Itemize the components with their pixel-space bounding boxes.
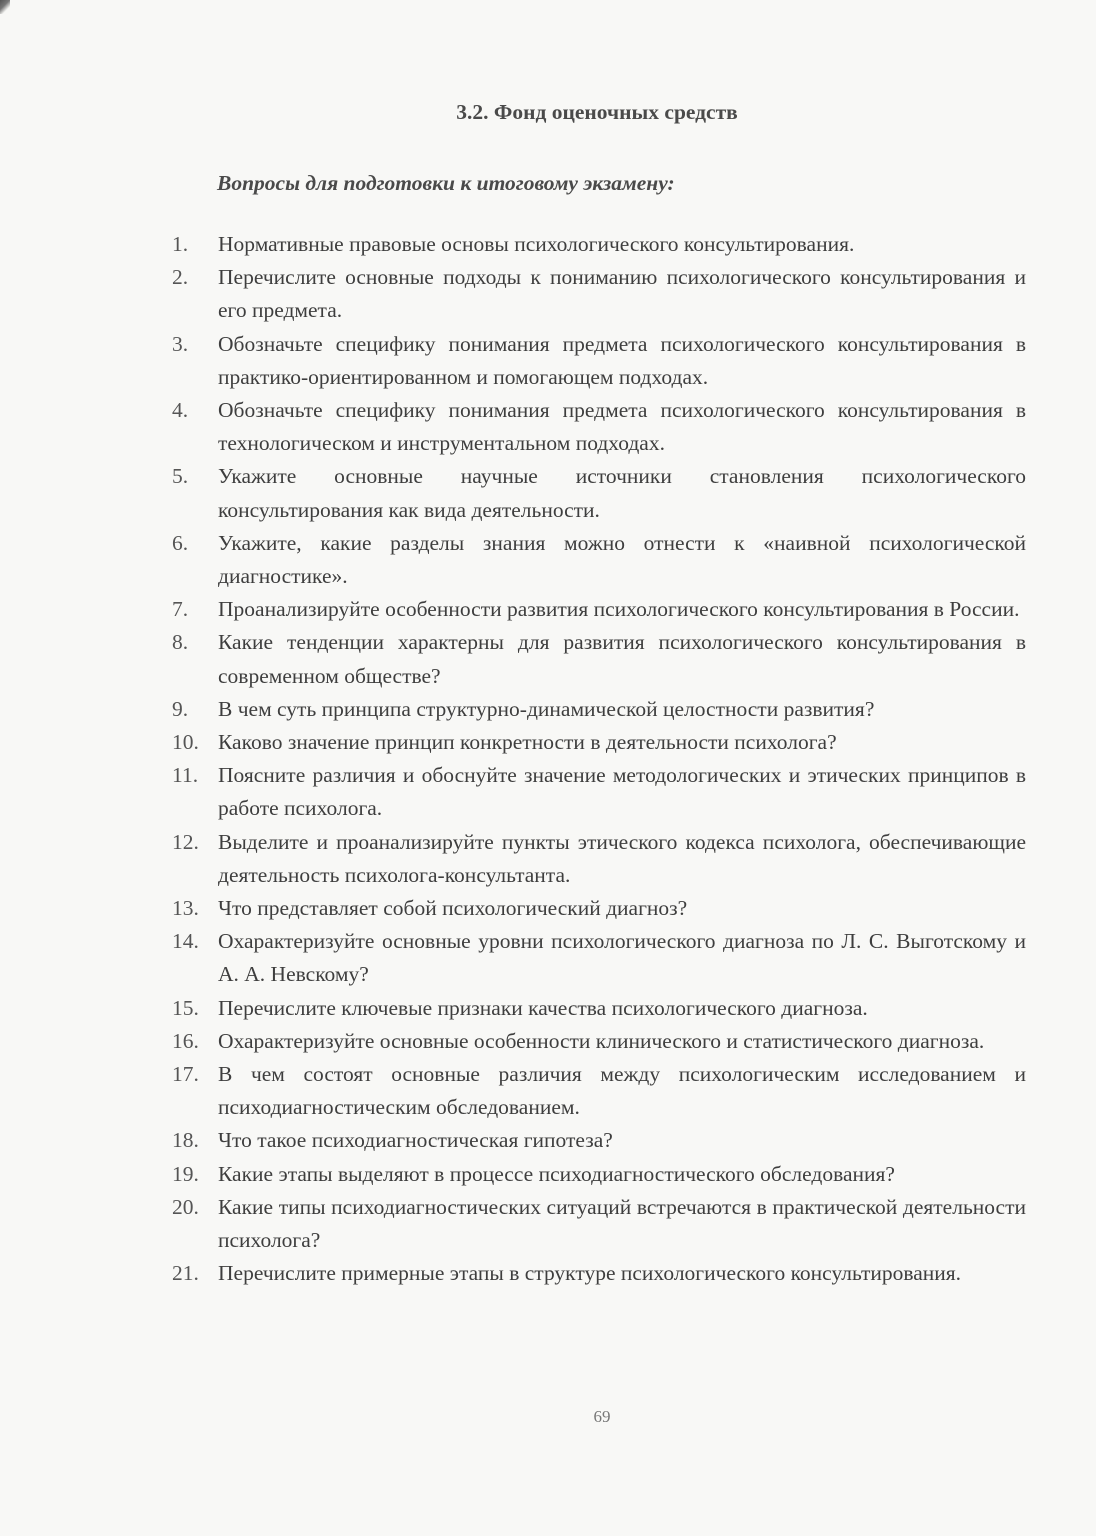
questions-list — [172, 228, 1026, 1291]
question-text: Перечислите примерные этапы в структуре психологического консультирования. — [218, 1261, 962, 1286]
question-number: 17. — [172, 1062, 199, 1087]
page-number: 69 — [593, 1407, 611, 1426]
question-item — [172, 992, 1026, 1025]
question-number: 13. — [172, 896, 199, 921]
question-item — [172, 1124, 1026, 1157]
question-item — [172, 826, 1026, 892]
question-text: Какие тенденции характерны для развития психологического консультирования в современном обществе? — [218, 630, 1026, 688]
question-item — [172, 228, 1026, 261]
question-number: 4. — [172, 398, 189, 423]
question-number: 21. — [172, 1261, 199, 1286]
question-text: Проанализируйте особенности развития психологического консультирования в России. — [218, 597, 1020, 622]
question-text: Укажите основные научные источники становления психологического консультирования как вида деятельности. — [218, 464, 1026, 522]
question-text: Что представляет собой психологический диагноз? — [218, 896, 688, 921]
question-item — [172, 460, 1026, 526]
question-number: 12. — [172, 829, 199, 854]
question-item — [172, 626, 1026, 692]
question-number: 10. — [172, 730, 199, 755]
question-text: Каково значение принцип конкретности в деятельности психолога? — [218, 730, 837, 755]
question-item — [172, 328, 1026, 394]
question-text: Перечислите ключевые признаки качества психологического диагноза. — [218, 995, 868, 1020]
question-number: 8. — [172, 630, 189, 655]
question-text: Какие типы психодиагностических ситуаций встречаются в практической деятельности психолога? — [218, 1194, 1026, 1253]
question-item — [172, 726, 1026, 759]
question-text: Нормативные правовые основы психологического консультирования. — [218, 232, 855, 256]
question-number: 5. — [172, 464, 189, 489]
question-item — [172, 1191, 1026, 1257]
question-number: 3. — [172, 331, 189, 356]
question-number: 1. — [172, 232, 189, 256]
scan-corner-mark — [0, 0, 10, 14]
question-number: 11. — [172, 763, 199, 788]
question-item — [172, 693, 1026, 726]
question-number: 16. — [172, 1028, 199, 1053]
question-text: Что такое психодиагностическая гипотеза? — [218, 1128, 613, 1153]
question-number: 6. — [172, 530, 189, 555]
question-number: 9. — [172, 696, 189, 721]
question-text: Поясните различия и обоснуйте значение методологических и этических принципов в работе психолога. — [218, 763, 1026, 821]
question-number: 15. — [172, 995, 199, 1020]
question-item — [172, 892, 1026, 925]
question-text: В чем состоят основные различия между психологическим исследованием и психодиагностическим обследованием. — [218, 1062, 1026, 1120]
question-item — [172, 925, 1026, 991]
question-number: 7. — [172, 597, 189, 622]
question-item — [172, 1158, 1026, 1191]
question-text: В чем суть принципа структурно-динамической целостности развития? — [218, 696, 875, 721]
question-number: 18. — [172, 1128, 199, 1153]
question-text: Охарактеризуйте основные уровни психологического диагноза по Л. С. Выготскому и А. А. Невскому? — [218, 929, 1026, 987]
question-text: Обозначьте специфику понимания предмета психологического консультирования в практико-ориентированном и помогающем подходах. — [218, 331, 1026, 389]
question-text: Укажите, какие разделы знания можно отнести к «наивной психологической диагностике». — [218, 530, 1026, 589]
exam-questions-subtitle: Вопросы для подготовки к итоговому экзамену: — [217, 171, 675, 195]
question-text: Выделите и проанализируйте пункты этического кодекса психолога, обеспечивающие деятельность психолога-консультанта. — [218, 829, 1026, 887]
question-item — [172, 593, 1026, 626]
question-text: Какие этапы выделяют в процессе психодиагностического обследования? — [218, 1161, 895, 1186]
question-number: 14. — [172, 929, 199, 954]
question-text: Перечислите основные подходы к пониманию психологического консультирования и его предмета. — [218, 265, 1026, 323]
question-number: 20. — [172, 1194, 199, 1219]
question-item — [172, 261, 1026, 327]
question-item — [172, 1025, 1026, 1058]
question-number: 19. — [172, 1161, 199, 1186]
question-item — [172, 1257, 1026, 1290]
section-title: 3.2. Фонд оценочных средств — [456, 100, 738, 124]
question-text: Охарактеризуйте основные особенности клинического и статистического диагноза. — [218, 1028, 985, 1053]
question-text: Обозначьте специфику понимания предмета психологического консультирования в технологическом и инструментальном подходах. — [218, 398, 1026, 456]
question-item — [172, 527, 1026, 593]
question-item — [172, 1058, 1026, 1124]
question-item — [172, 394, 1026, 460]
question-item — [172, 759, 1026, 825]
question-number: 2. — [172, 265, 189, 290]
